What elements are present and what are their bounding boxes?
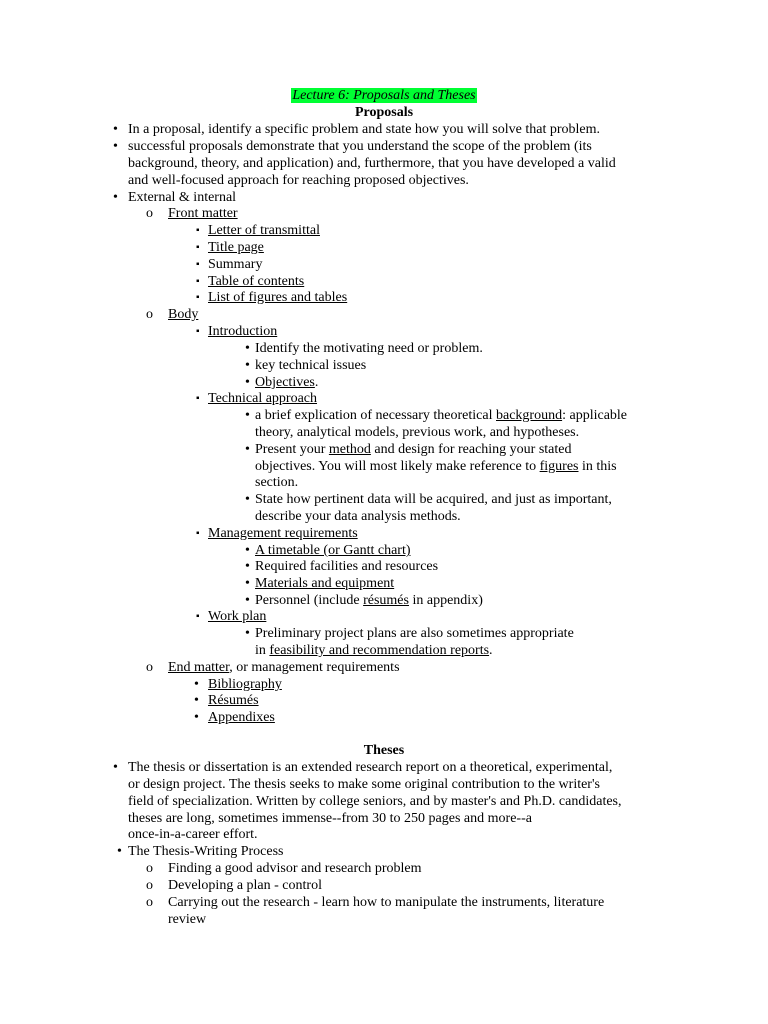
proposal-point-1: In a proposal, identify a specific problem and state how you will solve that problem. <box>128 122 600 137</box>
proposal-point-2-line-1: successful proposals demonstrate that you understand the scope of the problem (its <box>128 139 592 154</box>
thesis-point-2: The Thesis-Writing Process <box>128 844 284 859</box>
process-step-3-line-2: review <box>168 912 207 927</box>
circle-marker: o <box>146 895 153 910</box>
circle-marker: o <box>146 307 153 322</box>
ta-point-2-line-1 <box>255 441 572 458</box>
bullet-marker: • <box>194 677 199 692</box>
bullet-marker: • <box>245 559 250 574</box>
link-technical-approach[interactable]: Technical approach <box>208 391 318 406</box>
link-resumes-inline[interactable]: résumés <box>363 593 409 608</box>
thesis-point-1-line-5: once-in-a-career effort. <box>128 827 258 842</box>
wp1-l2-pre: in <box>255 643 270 658</box>
link-resumes[interactable]: Résumés <box>208 693 259 708</box>
bullet-marker: • <box>245 626 250 641</box>
thesis-point-1-line-1: The thesis or dissertation is an extended research report on a theoretical, experimental, <box>128 760 613 775</box>
link-figures[interactable]: figures <box>539 459 579 474</box>
link-work-plan[interactable]: Work plan <box>208 609 267 624</box>
bullet-marker: • <box>194 693 199 708</box>
link-title-page[interactable]: Title page <box>208 240 264 255</box>
process-step-2: Developing a plan - control <box>168 878 322 893</box>
mr4-post: in appendix) <box>408 593 483 608</box>
circle-marker: o <box>146 861 153 876</box>
link-list-of-figures[interactable]: List of figures and tables <box>208 290 348 305</box>
square-marker: ▪ <box>196 292 200 303</box>
bullet-marker: • <box>245 543 250 558</box>
ta1-pre: a brief explication of necessary theoretical <box>255 408 496 423</box>
square-marker: ▪ <box>196 611 200 622</box>
link-feasibility-reports[interactable]: feasibility and recommendation reports <box>269 643 490 658</box>
link-table-of-contents[interactable]: Table of contents <box>208 274 305 289</box>
link-front-matter[interactable]: Front matter <box>168 206 238 221</box>
ta1-post: : applicable <box>562 408 628 423</box>
link-method[interactable]: method <box>328 442 371 457</box>
end-matter-line <box>168 659 400 676</box>
wp-point-1-line-1: Preliminary project plans are also sometimes appropriate <box>255 626 574 641</box>
bullet-marker: • <box>245 375 250 390</box>
bullet-marker: • <box>194 710 199 725</box>
circle-marker: o <box>146 660 153 675</box>
square-marker: ▪ <box>196 276 200 287</box>
heading-proposals: Proposals <box>354 105 414 120</box>
bullet-marker: • <box>245 358 250 373</box>
link-background[interactable]: background <box>496 408 563 423</box>
bullet-marker: • <box>245 442 250 457</box>
square-marker: ▪ <box>196 242 200 253</box>
link-body[interactable]: Body <box>168 307 199 322</box>
heading-theses: Theses <box>363 743 405 758</box>
wp-point-1-line-2 <box>255 642 493 659</box>
bullet-marker: • <box>245 593 250 608</box>
bullet-marker: • <box>245 341 250 356</box>
link-materials-equipment[interactable]: Materials and equipment <box>255 576 395 591</box>
ta-point-1-line-2: theory, analytical models, previous work, and hypotheses. <box>255 425 580 440</box>
ta-point-3-line-1: State how pertinent data will be acquired, and just as important, <box>255 492 612 507</box>
proposal-point-2-line-2: background, theory, and application) and, furthermore, that you have developed a valid <box>128 156 616 171</box>
circle-marker: o <box>146 878 153 893</box>
thesis-point-1-line-4: theses are long, sometimes immense--from 30 to 250 pages and more--a <box>128 811 532 826</box>
bullet-marker: • <box>113 190 118 205</box>
bullet-marker: • <box>117 844 122 859</box>
link-letter-of-transmittal[interactable]: Letter of transmittal <box>208 223 320 238</box>
thesis-point-1-line-3: field of specialization. Written by college seniors, and by master's and Ph.D. candidates, <box>128 794 622 809</box>
intro-point-1: Identify the motivating need or problem. <box>255 341 483 356</box>
mr4-pre: Personnel (include <box>255 593 364 608</box>
ta2-l2-post: in this <box>578 459 617 474</box>
mr-point-2: Required facilities and resources <box>255 559 439 574</box>
bullet-marker: • <box>113 139 118 154</box>
square-marker: ▪ <box>196 393 200 404</box>
thesis-point-1-line-2: or design project. The thesis seeks to make some original contribution to the writer's <box>128 777 600 792</box>
proposal-point-3: External & internal <box>128 190 237 205</box>
ta-point-2-line-3: section. <box>255 475 299 490</box>
ta-point-2-line-2 <box>255 458 617 475</box>
ta2-post: and design for reaching your stated <box>370 442 572 457</box>
wp1-l2-post: . <box>489 643 493 658</box>
square-marker: ▪ <box>196 528 200 539</box>
link-timetable[interactable]: A timetable (or Gantt chart) <box>255 543 411 558</box>
mr-point-4 <box>255 592 483 609</box>
bullet-marker: • <box>245 408 250 423</box>
link-bibliography[interactable]: Bibliography <box>208 677 282 692</box>
item-summary: Summary <box>208 257 263 272</box>
ta-point-1-line-1 <box>255 407 627 424</box>
bullet-marker: • <box>113 760 118 775</box>
circle-marker: o <box>146 206 153 221</box>
page-title: Lecture 6: Proposals and Theses <box>292 88 476 103</box>
link-objectives[interactable]: Objectives <box>255 375 315 390</box>
square-marker: ▪ <box>196 259 200 270</box>
square-marker: ▪ <box>196 225 200 236</box>
ta-point-3-line-2: describe your data analysis methods. <box>255 509 461 524</box>
link-end-matter[interactable]: End matter <box>168 660 230 675</box>
end-matter-tail: , or management requirements <box>229 660 400 675</box>
process-step-3-line-1: Carrying out the research - learn how to manipulate the instruments, literature <box>168 895 605 910</box>
square-marker: ▪ <box>196 326 200 337</box>
intro-point-2: key technical issues <box>255 358 367 373</box>
intro-point-3 <box>255 374 318 391</box>
bullet-marker: • <box>245 492 250 507</box>
bullet-marker: • <box>245 576 250 591</box>
ta2-pre: Present your <box>255 442 329 457</box>
intro-point-3-tail: . <box>314 375 319 390</box>
bullet-marker: • <box>113 122 118 137</box>
link-management-requirements[interactable]: Management requirements <box>208 526 358 541</box>
proposal-point-2-line-3: and well-focused approach for reaching proposed objectives. <box>128 173 469 188</box>
ta2-l2-pre: objectives. You will most likely make reference to <box>255 459 540 474</box>
link-appendixes[interactable]: Appendixes <box>208 710 275 725</box>
process-step-1: Finding a good advisor and research problem <box>168 861 422 876</box>
link-introduction[interactable]: Introduction <box>208 324 278 339</box>
